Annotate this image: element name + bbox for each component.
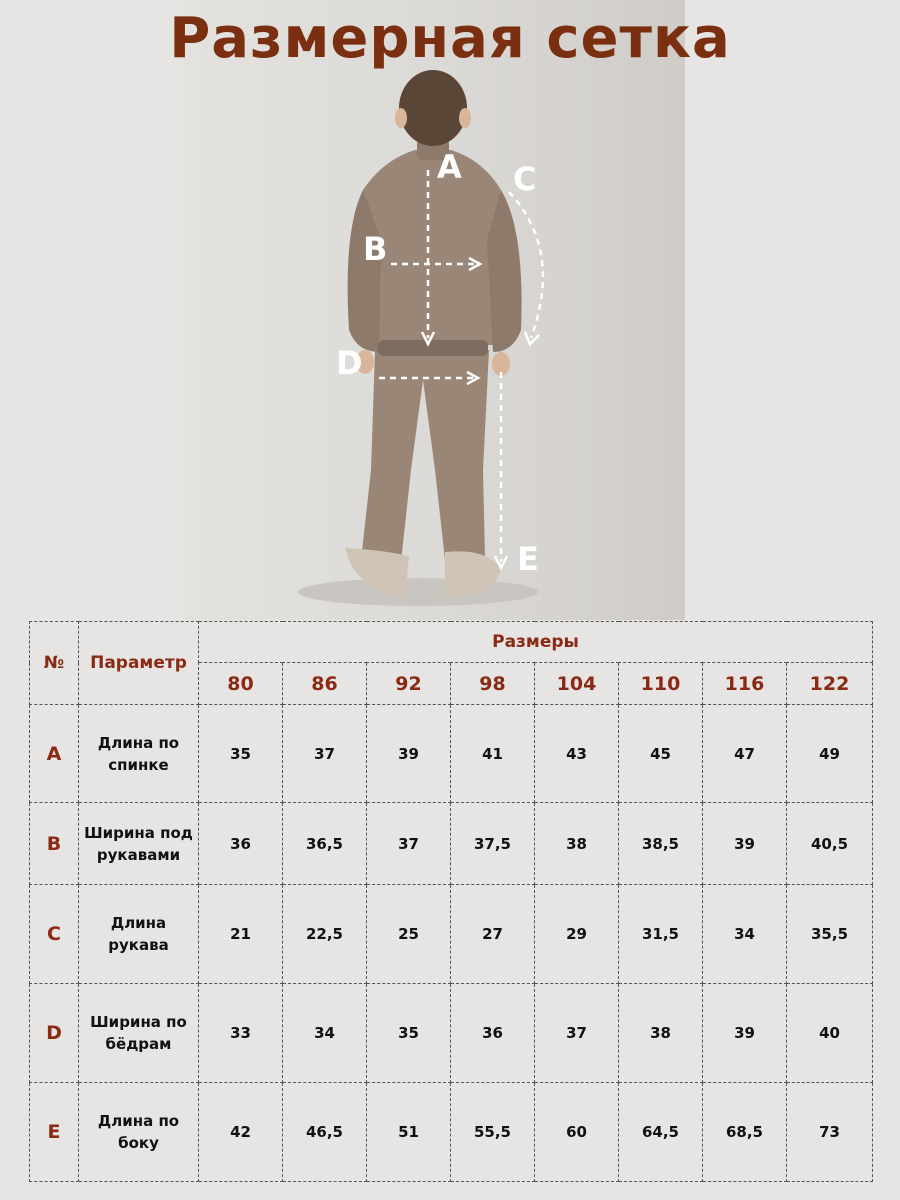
param-header: Параметр bbox=[79, 622, 199, 705]
value-cell: 37,5 bbox=[451, 803, 535, 885]
table-header bbox=[30, 622, 873, 705]
value-cell: 40,5 bbox=[787, 803, 873, 885]
value-cell: 47 bbox=[703, 705, 787, 803]
value-cell: 34 bbox=[703, 885, 787, 984]
value-cell: 38 bbox=[535, 803, 619, 885]
table-body bbox=[30, 705, 873, 1182]
row-code: C bbox=[30, 885, 79, 984]
value-cell: 22,5 bbox=[283, 885, 367, 984]
num-header: № bbox=[30, 622, 79, 705]
value-cell: 45 bbox=[619, 705, 703, 803]
jacket-hem bbox=[378, 340, 488, 356]
row-code: A bbox=[30, 705, 79, 803]
measure-e-label: E bbox=[517, 540, 539, 578]
size-header-cell: 110 bbox=[619, 663, 703, 705]
value-cell: 68,5 bbox=[703, 1083, 787, 1182]
row-param: Ширина по бёдрам bbox=[79, 984, 199, 1083]
measure-a-label: A bbox=[437, 148, 462, 186]
header-row-top bbox=[30, 622, 873, 663]
size-header-cell: 92 bbox=[367, 663, 451, 705]
value-cell: 41 bbox=[451, 705, 535, 803]
size-header-cell: 98 bbox=[451, 663, 535, 705]
row-param: Длина рукава bbox=[79, 885, 199, 984]
value-cell: 40 bbox=[787, 984, 873, 1083]
value-cell: 36 bbox=[451, 984, 535, 1083]
value-cell: 37 bbox=[283, 705, 367, 803]
floor-shadow bbox=[298, 578, 538, 606]
product-photo bbox=[183, 0, 685, 620]
size-header-cell: 86 bbox=[283, 663, 367, 705]
value-cell: 38,5 bbox=[619, 803, 703, 885]
row-code: E bbox=[30, 1083, 79, 1182]
row-code: D bbox=[30, 984, 79, 1083]
value-cell: 36,5 bbox=[283, 803, 367, 885]
size-header-cell: 116 bbox=[703, 663, 787, 705]
value-cell: 35 bbox=[199, 705, 283, 803]
table-row bbox=[30, 1083, 873, 1182]
size-header-cell: 122 bbox=[787, 663, 873, 705]
size-header-cell: 104 bbox=[535, 663, 619, 705]
value-cell: 21 bbox=[199, 885, 283, 984]
value-cell: 39 bbox=[703, 803, 787, 885]
value-cell: 49 bbox=[787, 705, 873, 803]
value-cell: 73 bbox=[787, 1083, 873, 1182]
value-cell: 39 bbox=[367, 705, 451, 803]
row-param: Длина по спинке bbox=[79, 705, 199, 803]
row-code: B bbox=[30, 803, 79, 885]
row-param: Ширина под рукавами bbox=[79, 803, 199, 885]
size-header-cell: 80 bbox=[199, 663, 283, 705]
value-cell: 25 bbox=[367, 885, 451, 984]
value-cell: 42 bbox=[199, 1083, 283, 1182]
value-cell: 37 bbox=[535, 984, 619, 1083]
value-cell: 64,5 bbox=[619, 1083, 703, 1182]
page-title: Размерная сетка bbox=[169, 6, 731, 71]
value-cell: 33 bbox=[199, 984, 283, 1083]
value-cell: 60 bbox=[535, 1083, 619, 1182]
sizes-header: Размеры bbox=[199, 622, 873, 663]
table-row bbox=[30, 885, 873, 984]
value-cell: 35 bbox=[367, 984, 451, 1083]
size-chart-table bbox=[29, 621, 873, 1182]
value-cell: 35,5 bbox=[787, 885, 873, 984]
value-cell: 55,5 bbox=[451, 1083, 535, 1182]
child-figure-illustration bbox=[183, 0, 685, 620]
right-ear bbox=[459, 108, 471, 128]
measure-d-label: D bbox=[336, 344, 363, 382]
table-row bbox=[30, 705, 873, 803]
value-cell: 37 bbox=[367, 803, 451, 885]
value-cell: 34 bbox=[283, 984, 367, 1083]
table-row bbox=[30, 803, 873, 885]
value-cell: 38 bbox=[619, 984, 703, 1083]
value-cell: 36 bbox=[199, 803, 283, 885]
row-param: Длина по боку bbox=[79, 1083, 199, 1182]
measure-b-label: B bbox=[363, 230, 388, 268]
value-cell: 31,5 bbox=[619, 885, 703, 984]
value-cell: 39 bbox=[703, 984, 787, 1083]
value-cell: 43 bbox=[535, 705, 619, 803]
measure-c-label: C bbox=[513, 160, 537, 198]
value-cell: 29 bbox=[535, 885, 619, 984]
head-hair bbox=[399, 70, 467, 146]
value-cell: 46,5 bbox=[283, 1083, 367, 1182]
value-cell: 51 bbox=[367, 1083, 451, 1182]
table-row bbox=[30, 984, 873, 1083]
value-cell: 27 bbox=[451, 885, 535, 984]
left-ear bbox=[395, 108, 407, 128]
